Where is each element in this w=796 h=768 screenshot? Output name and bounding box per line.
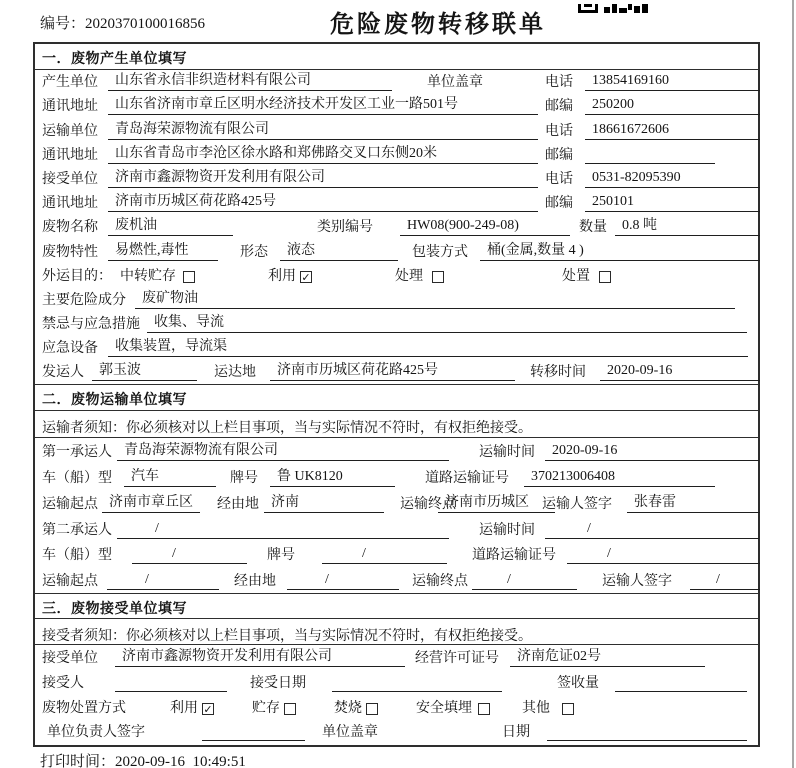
field-label: 签收量 [557, 675, 599, 691]
section-title: 三．废物接受单位填写 [35, 593, 758, 619]
print-time-value: 2020-09-16 10:49:51 [115, 754, 246, 768]
form-row [35, 312, 758, 336]
field-label: 经营许可证号 [415, 651, 499, 667]
field-value: 收集、导流 [147, 315, 747, 333]
field-label: 应急设备 [42, 341, 98, 357]
field-label: 数量 [579, 220, 607, 236]
field-value: 济南市鑫源物资开发利用有限公司 [115, 649, 405, 667]
field-value: 青岛海荣源物流有限公司 [108, 122, 538, 140]
field-label: 单位盖章 [427, 75, 483, 91]
field-label: 经由地 [217, 496, 259, 512]
field-label: 接受人 [42, 675, 84, 691]
field-value [547, 723, 747, 741]
field-label: 处置 [562, 268, 590, 284]
field-value: 250101 [585, 194, 760, 212]
field-label: 牌号 [230, 471, 258, 487]
field-label: 运输人签字 [542, 496, 612, 512]
form-number-label: 编号： [40, 16, 86, 32]
field-value [332, 674, 502, 692]
field-label: 废物特性 [42, 244, 98, 260]
field-label: 日期 [502, 725, 530, 741]
field-value [202, 723, 305, 741]
transfer-form-table [33, 42, 760, 747]
field-label: 道路运输证号 [472, 548, 556, 564]
field-value: 收集装置，导流渠 [108, 339, 748, 357]
field-value: / [322, 546, 447, 564]
field-label: 第一承运人 [42, 445, 112, 461]
form-row [35, 464, 758, 490]
field-label: 经由地 [234, 574, 276, 590]
form-row [35, 118, 758, 142]
field-label: 邮编 [545, 147, 573, 163]
form-row [35, 670, 758, 695]
field-value: 张春雷 [627, 495, 760, 513]
section-note: 接受者须知：你必须核对以上栏目事项，当与实际情况不符时，有权拒绝接受。 [35, 619, 758, 645]
field-value: / [690, 572, 760, 590]
form-row [35, 215, 758, 239]
form-section [35, 593, 758, 744]
field-value: / [132, 546, 247, 564]
form-row [35, 239, 758, 263]
field-label: 贮存 [252, 700, 280, 716]
field-value: 济南市历城区荷花路425号 [270, 363, 515, 381]
checkbox-anquan-tianmai [478, 703, 490, 715]
form-row [35, 720, 758, 745]
field-value: / [472, 572, 577, 590]
field-value: / [287, 572, 399, 590]
field-label: 废物名称 [42, 220, 98, 236]
checkbox-liyong: ✓ [301, 270, 311, 284]
field-label: 处理 [395, 268, 423, 284]
field-label: 运输起点 [42, 496, 98, 512]
checkbox-chuzhi-liyong: ✓ [203, 702, 213, 716]
field-value: 汽车 [124, 469, 216, 487]
field-label: 邮编 [545, 196, 573, 212]
field-label: 外运目的： [42, 268, 112, 284]
form-section [35, 384, 758, 593]
field-value: 0.8 吨 [615, 218, 760, 236]
field-label: 邮编 [545, 99, 573, 115]
field-value: 370213006408 [524, 469, 715, 487]
field-label: 其他 [522, 700, 550, 716]
field-label: 禁忌与应急措施 [42, 317, 140, 333]
field-label: 单位盖章 [322, 725, 378, 741]
print-time-label: 打印时间： [40, 754, 116, 768]
field-label: 牌号 [267, 548, 295, 564]
field-label: 运输时间 [479, 522, 535, 538]
field-value: 桶(金属,数量 4 ) [480, 243, 760, 261]
field-value: 2020-09-16 [545, 443, 759, 461]
field-value: / [567, 546, 760, 564]
checkbox-chuzhi [599, 271, 611, 283]
field-label: 主要危险成分 [42, 292, 126, 308]
form-row [35, 542, 758, 568]
form-row [35, 438, 758, 464]
field-label: 通讯地址 [42, 196, 98, 212]
field-label: 车（船）型 [42, 471, 112, 487]
field-label: 第二承运人 [42, 522, 112, 538]
field-label: 安全填埋 [416, 700, 472, 716]
field-value: / [117, 521, 449, 539]
field-label: 形态 [240, 244, 268, 260]
checkbox-fenshao [366, 703, 378, 715]
field-label: 运输单位 [42, 123, 98, 139]
checkbox-zhongzhuan-zhucun [183, 271, 195, 283]
page-title: 危险废物转移联单 [330, 12, 546, 38]
field-label: 车（船）型 [42, 548, 112, 564]
form-row [35, 167, 758, 191]
field-value: 山东省济南市章丘区明水经济技术开发区工业一路501号 [108, 97, 538, 115]
form-row [35, 490, 758, 516]
field-value: 250200 [585, 97, 760, 115]
form-row [35, 191, 758, 215]
form-row [35, 70, 758, 94]
field-value: 液态 [280, 243, 398, 261]
field-value: 易燃性,毒性 [108, 243, 218, 261]
field-label: 焚烧 [334, 700, 362, 716]
field-value: 济南市历城区 [438, 495, 555, 513]
print-time [40, 750, 246, 768]
field-value [115, 674, 227, 692]
form-row [35, 360, 758, 384]
section-title: 二．废物运输单位填写 [35, 384, 758, 411]
field-value: 济南市历城区荷花路425号 [108, 194, 538, 212]
field-value: 废矿物油 [135, 291, 735, 309]
form-row [35, 567, 758, 593]
field-value: / [107, 572, 219, 590]
field-value: 山东省永信非织造材料有限公司 [108, 73, 392, 91]
field-value: 废机油 [108, 218, 233, 236]
field-label: 运输时间 [479, 445, 535, 461]
form-row [35, 94, 758, 118]
field-value [585, 146, 715, 164]
field-value: 济南 [264, 495, 384, 513]
field-label: 道路运输证号 [425, 471, 509, 487]
field-value: 0531-82095390 [585, 170, 760, 188]
field-value: 18661672606 [585, 122, 760, 140]
form-row [35, 143, 758, 167]
field-value: 鲁 UK8120 [270, 469, 395, 487]
field-label: 运达地 [214, 365, 256, 381]
field-value: 郭玉波 [92, 363, 197, 381]
field-label: 通讯地址 [42, 147, 98, 163]
field-label: 电话 [545, 171, 573, 187]
form-row [35, 264, 758, 288]
form-number-value: 2020370100016856 [85, 16, 206, 32]
field-label: 接受日期 [250, 675, 306, 691]
qr-code-fragment [578, 0, 648, 18]
field-value: 13854169160 [585, 73, 760, 91]
form-number [40, 12, 205, 33]
field-label: 运输人签字 [602, 574, 672, 590]
field-value: HW08(900-249-08) [400, 218, 570, 236]
field-label: 产生单位 [42, 75, 98, 91]
form-row [35, 288, 758, 312]
field-value: 济南危证02号 [510, 649, 705, 667]
field-label: 转移时间 [530, 365, 586, 381]
form-section [35, 44, 758, 384]
checkbox-chuzhi-zhucun [284, 703, 296, 715]
field-value: 青岛海荣源物流有限公司 [117, 443, 449, 461]
field-label: 发运人 [42, 365, 84, 381]
field-label: 通讯地址 [42, 99, 98, 115]
field-label: 运输起点 [42, 574, 98, 590]
field-label: 类别编号 [317, 220, 373, 236]
field-label: 单位负责人签字 [47, 725, 145, 741]
field-label: 利用 [170, 700, 198, 716]
field-label: 接受单位 [42, 651, 98, 667]
field-label: 利用 [268, 268, 296, 284]
field-value [615, 674, 747, 692]
section-note: 运输者须知：你必须核对以上栏目事项，当与实际情况不符时，有权拒绝接受。 [35, 411, 758, 438]
checkbox-chuli [432, 271, 444, 283]
form-row [35, 645, 758, 670]
field-label: 接受单位 [42, 171, 98, 187]
page-edge-line [792, 0, 794, 768]
form-row [35, 695, 758, 720]
field-value: 2020-09-16 [600, 363, 760, 381]
field-label: 运输终点 [400, 496, 456, 512]
field-value: / [545, 521, 759, 539]
field-label: 电话 [545, 123, 573, 139]
field-value: 山东省青岛市李沧区徐水路和郑佛路交叉口东侧20米 [108, 146, 538, 164]
field-value: 济南市章丘区 [102, 495, 200, 513]
field-label: 中转贮存 [120, 268, 176, 284]
form-row [35, 336, 758, 360]
field-value: 济南市鑫源物资开发利用有限公司 [108, 170, 538, 188]
checkbox-qita [562, 703, 574, 715]
form-row [35, 516, 758, 542]
field-label: 电话 [545, 75, 573, 91]
field-label: 废物处置方式 [42, 700, 126, 716]
field-label: 包装方式 [412, 244, 468, 260]
section-title: 一．废物产生单位填写 [35, 44, 758, 70]
field-label: 运输终点 [412, 574, 468, 590]
